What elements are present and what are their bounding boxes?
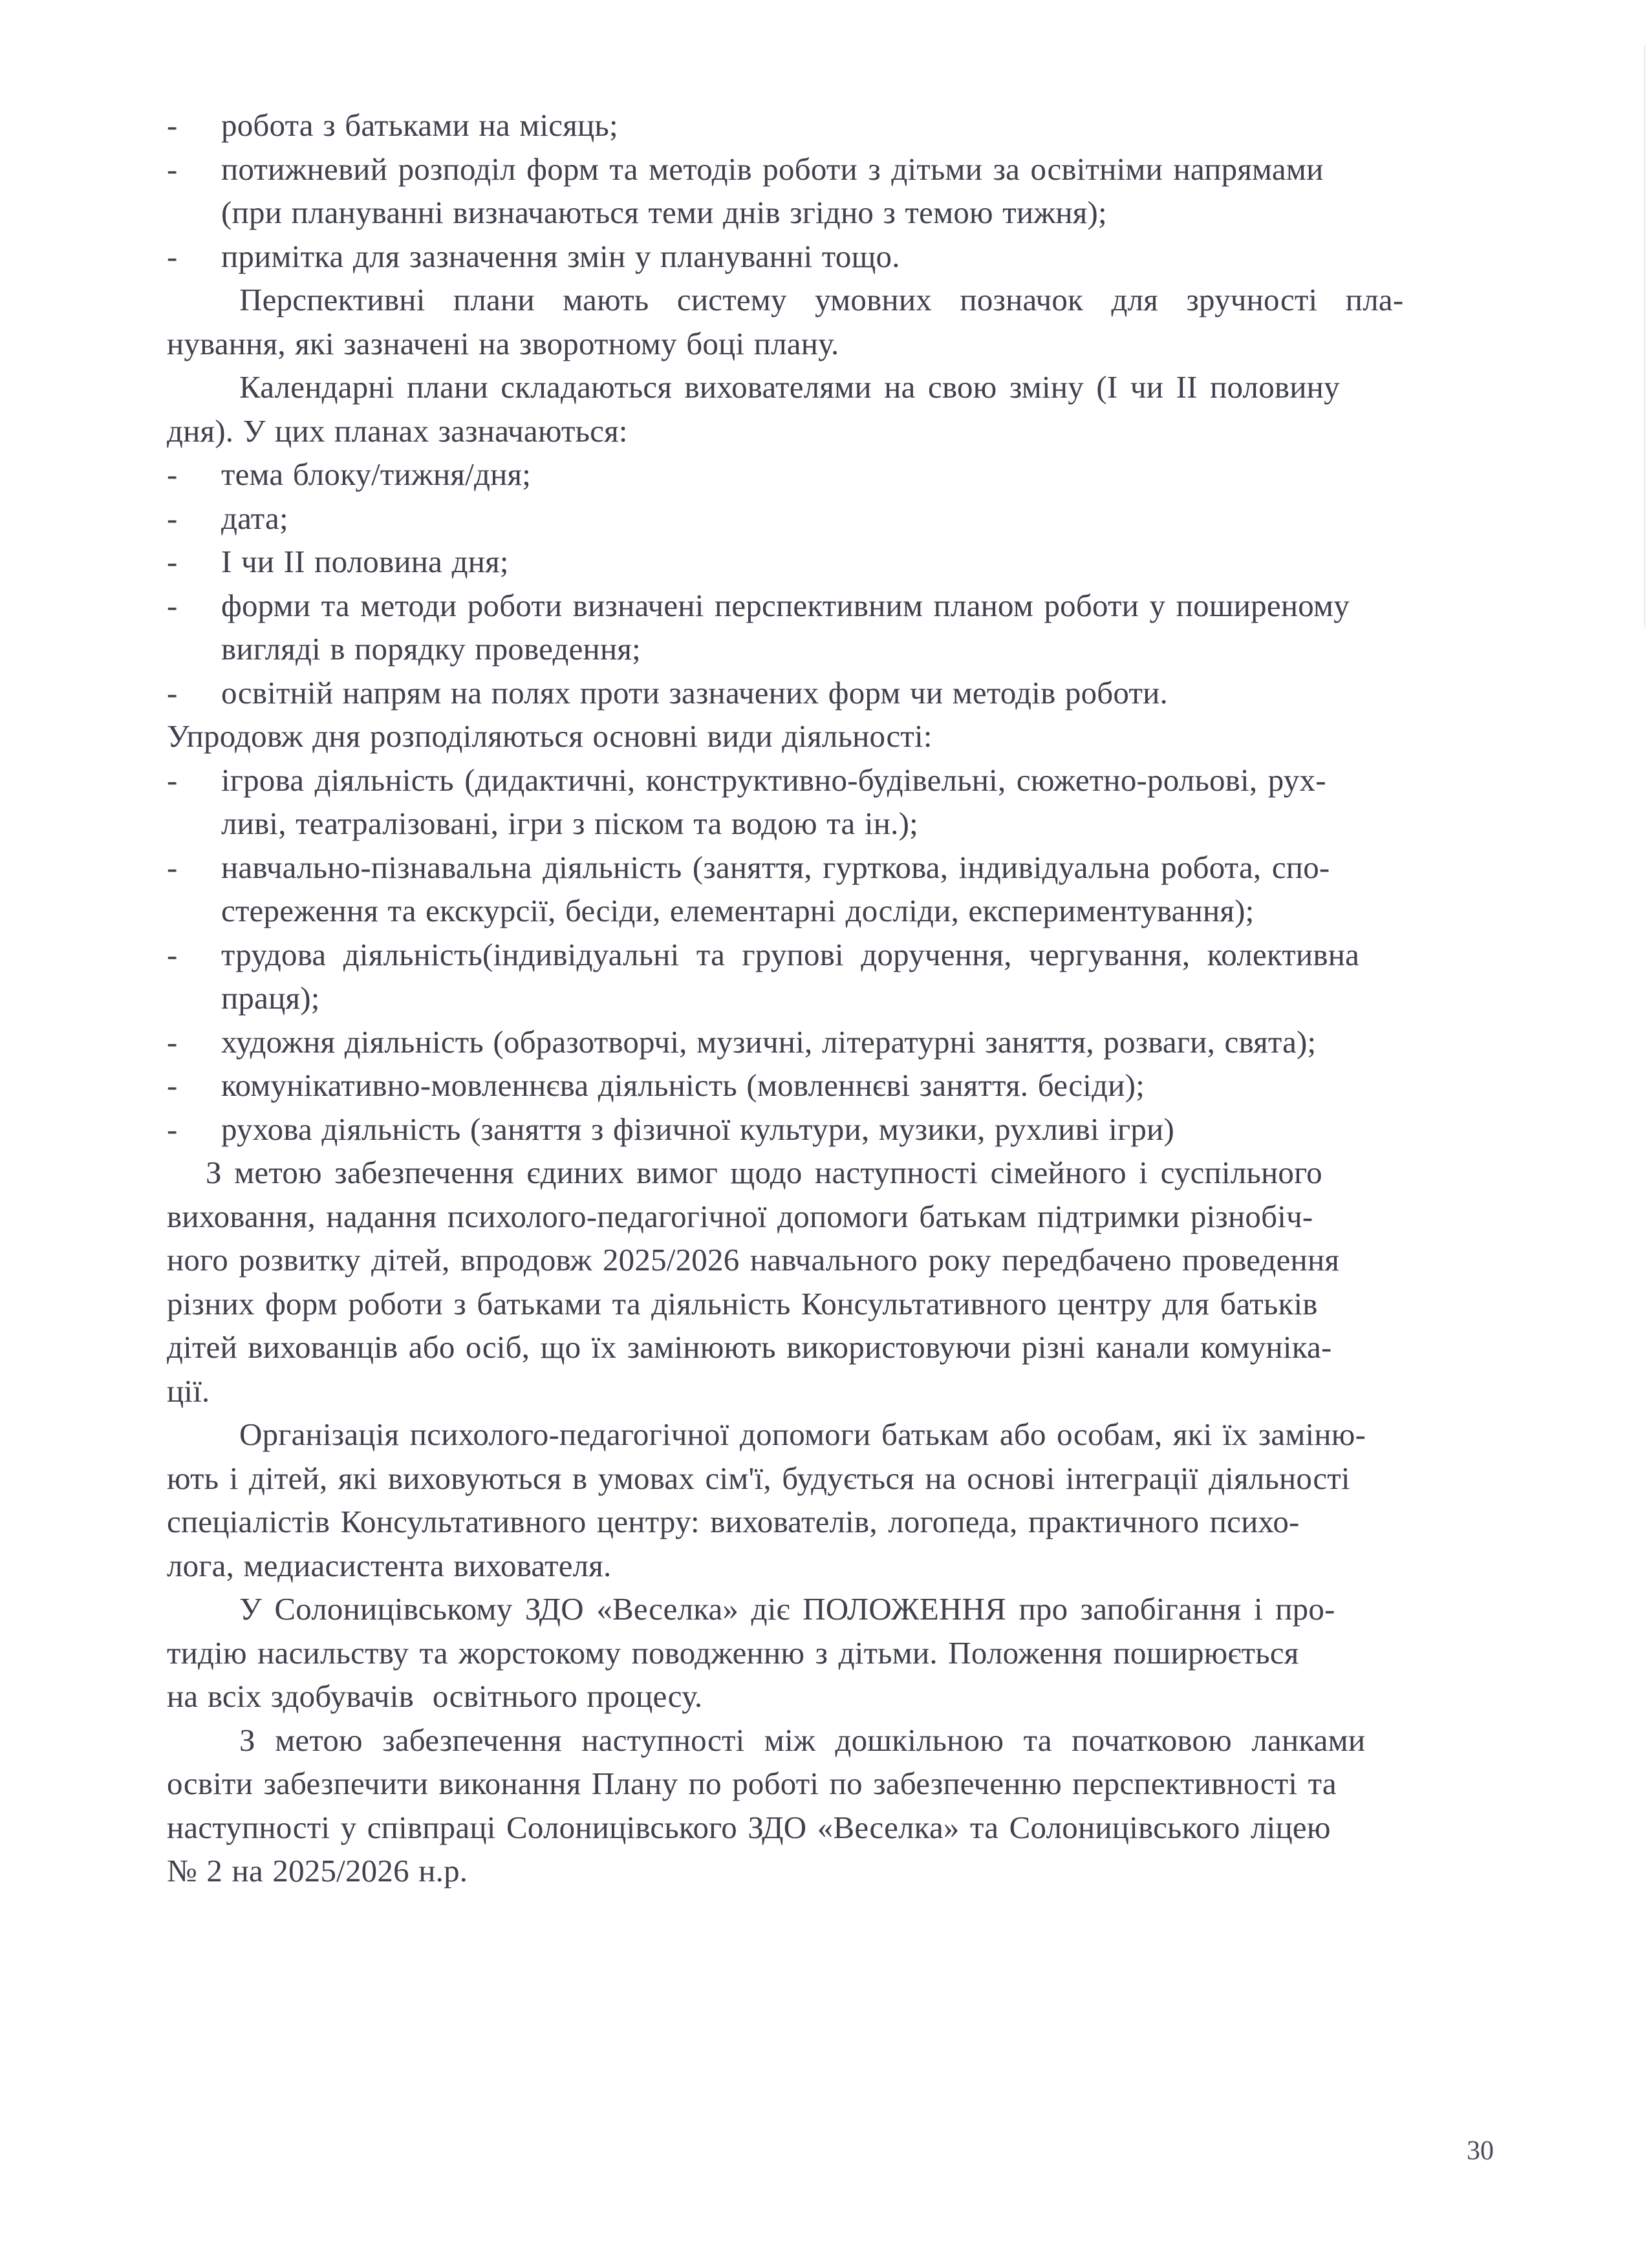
list-item-text: ігрова діяльність (дидактичні, конструктивно-будівельні, сюжетно-рольові, рух- [221, 762, 1326, 798]
list-item [167, 1020, 1530, 1064]
paragraph-line: дня). У цих планах зазначаються: [167, 412, 628, 449]
bullet-dash: - [167, 1067, 178, 1103]
bullet-dash: - [167, 849, 178, 885]
list-item [167, 584, 1530, 628]
paragraph-line: наступності у співпраці Солоницівського ЗДО «Веселка» та Солоницівського ліцею [167, 1809, 1331, 1845]
bullet-dash: - [167, 238, 178, 274]
list-item [167, 235, 1530, 279]
bullet-dash: - [167, 107, 178, 143]
paragraph-line: лога, медиасистента вихователя. [167, 1547, 612, 1583]
list-item-text-continued: (при плануванні визначаються теми днів згідно з темою тижня); [221, 195, 1107, 230]
list-item [167, 540, 1530, 584]
paragraph-line: Перспективні плани мають систему умовних позначок для зручності пла- [239, 282, 1404, 317]
list-item [167, 1064, 1530, 1107]
paragraph-line: З метою забезпечення наступності між дошкільною та початковою ланками [239, 1722, 1366, 1758]
list-item-text: потижневий розподіл форм та методів роботи з дітьми за освітніми напрямами [221, 151, 1324, 187]
paragraph-line: ного розвитку дітей, впродовж 2025/2026 навчального року передбачено проведення [167, 1242, 1340, 1278]
list-item-text-continued: вигляді в порядку проведення; [221, 631, 641, 667]
bullet-dash: - [167, 762, 178, 798]
list-item-text: форми та методи роботи визначені перспективним планом роботи у поширеному [221, 587, 1350, 623]
paragraph-line: нування, які зазначені на зворотному боці плану. [167, 325, 839, 361]
list-item [167, 933, 1530, 977]
paragraph-line: тидію насильству та жорстокому поводженню з дітьми. Положення поширюється [167, 1634, 1299, 1671]
paragraph-line: ють і дітей, які виховуються в умовах сім'ї, будується на основі інтеграції діяльності [167, 1460, 1350, 1496]
paragraph-line: ції. [167, 1373, 210, 1409]
bullet-dash: - [167, 500, 178, 536]
page-number: 30 [1467, 2136, 1494, 2166]
bullet-dash: - [167, 587, 178, 623]
bullet-dash: - [167, 674, 178, 711]
scan-edge-artifact [1644, 45, 1645, 627]
paragraph-line: Календарні плани складаються вихователями на свою зміну (І чи ІІ половину [239, 369, 1340, 405]
list-item-text: дата; [221, 500, 288, 536]
paragraph-line: Упродовж дня розподіляються основні види діяльності: [167, 718, 932, 754]
bullet-dash: - [167, 151, 178, 187]
bullet-dash: - [167, 1111, 178, 1147]
list-item-text: тема блоку/тижня/дня; [221, 456, 532, 492]
list-item [167, 497, 1530, 540]
list-item-text: робота з батьками на місяць; [221, 107, 618, 143]
paragraph-line: виховання, надання психолого-педагогічної допомоги батькам підтримки різнобіч- [167, 1198, 1313, 1234]
list-item [167, 103, 1530, 147]
bullet-dash: - [167, 936, 178, 972]
list-item [167, 846, 1530, 890]
list-item [167, 758, 1530, 802]
paragraph-line: У Солоницівському ЗДО «Веселка» діє ПОЛОЖЕННЯ про запобігання і про- [239, 1591, 1335, 1627]
list-item [167, 1107, 1530, 1151]
list-item-text-continued: ливі, театралізовані, ігри з піском та водою та ін.); [221, 806, 918, 841]
list-item-text: художня діяльність (образотворчі, музичні, літературні заняття, розваги, свята); [221, 1023, 1317, 1060]
paragraph-line: № 2 на 2025/2026 н.р. [167, 1853, 468, 1888]
list-item-text: І чи ІІ половина дня; [221, 544, 509, 579]
list-item-text: рухова діяльність (заняття з фізичної культури, музики, рухливі ігри) [221, 1111, 1174, 1147]
list-item-text: освітній напрям на полях проти зазначених форм чи методів роботи. [221, 674, 1168, 711]
paragraph-line: З метою забезпечення єдиних вимог щодо наступності сімейного і суспільного [206, 1155, 1322, 1190]
bullet-dash: - [167, 456, 178, 492]
list-item-text-continued: праця); [221, 980, 320, 1016]
paragraph-line: на всіх здобувачів освітнього процесу. [167, 1678, 703, 1714]
list-item [167, 453, 1530, 497]
list-item-text: примітка для зазначення змін у плануванні тощо. [221, 238, 900, 274]
list-item-text-continued: стереження та екскурсії, бесіди, елементарні досліди, експериментування); [221, 893, 1255, 928]
bullet-dash: - [167, 544, 178, 579]
list-item-text: навчально-пізнавальна діяльність (заняття, гурткова, індивідуальна робота, спо- [221, 849, 1330, 885]
list-item-text: трудова діяльність(індивідуальні та групові доручення, чергування, колективна [221, 936, 1360, 972]
list-item [167, 147, 1530, 191]
paragraph-line: Організація психолого-педагогічної допомоги батькам або особам, які їх заміню- [239, 1417, 1366, 1452]
list-item [167, 671, 1530, 715]
paragraph-line: спеціалістів Консультативного центру: вихователів, логопеда, практичного психо- [167, 1504, 1300, 1539]
paragraph-line: різних форм роботи з батьками та діяльність Консультативного центру для батьків [167, 1285, 1318, 1321]
bullet-dash: - [167, 1023, 178, 1060]
document-body [167, 103, 1530, 1893]
paragraph-line: освіти забезпечити виконання Плану по роботі по забезпеченню перспективності та [167, 1766, 1337, 1801]
list-item-text: комунікативно-мовленнєва діяльність (мовленнєві заняття. бесіди); [221, 1067, 1145, 1103]
paragraph-line: дітей вихованців або осіб, що їх замінюють використовуючи різні канали комуніка- [167, 1329, 1332, 1365]
